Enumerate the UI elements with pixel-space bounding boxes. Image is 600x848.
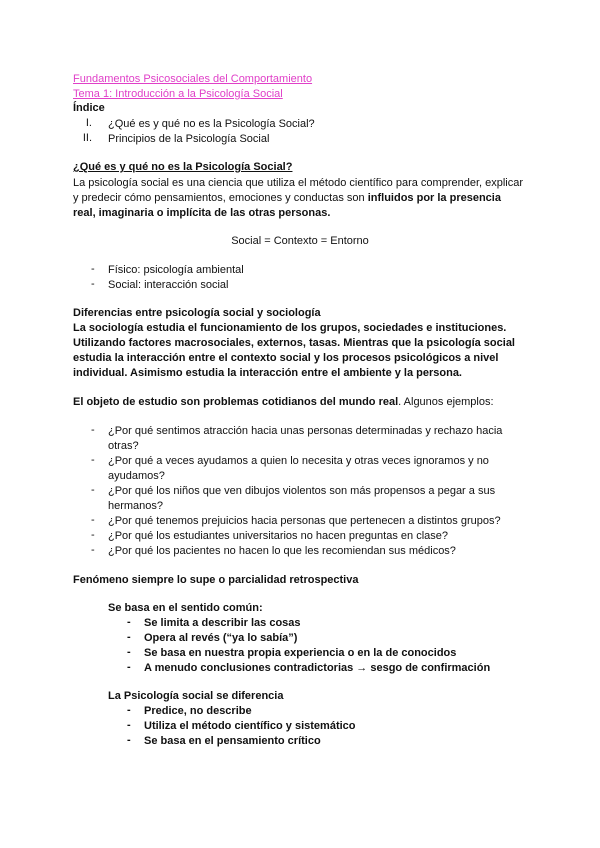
question-2-line1: ¿Por qué a veces ayudamos a quien lo necesita y otras veces ignoramos y no bbox=[108, 455, 489, 467]
course-title: Fundamentos Psicosociales del Comportamiento bbox=[73, 73, 313, 85]
section1-heading: ¿Qué es y qué no es la Psicología Social? bbox=[73, 161, 293, 173]
bullet-dash: - bbox=[91, 424, 95, 436]
section2-line3: estudia la interacción entre el contexto social y los procesos psicológicos a nivel bbox=[73, 352, 499, 364]
bullet-dash: - bbox=[127, 734, 131, 746]
index-num-2: II. bbox=[82, 132, 92, 144]
section3-lead bbox=[73, 395, 494, 409]
index-item-1: ¿Qué es y qué no es la Psicología Social? bbox=[108, 118, 315, 130]
question-3-line2: hermanos? bbox=[108, 500, 164, 512]
bullet-dash: - bbox=[127, 631, 131, 643]
section1-bullet-1: Físico: psicología ambiental bbox=[108, 264, 244, 276]
section2-line4: individual. Asimismo estudia la interacción entre el ambiente y la persona. bbox=[73, 367, 462, 379]
question-1-line1: ¿Por qué sentimos atracción hacia unas personas determinadas y rechazo hacia bbox=[108, 425, 503, 437]
section4-heading: Fenómeno siempre lo supe o parcialidad retrospectiva bbox=[73, 574, 359, 586]
topic-title: Tema 1: Introducción a la Psicología Social bbox=[73, 88, 283, 100]
bullet-dash: - bbox=[91, 454, 95, 466]
question-3-line1: ¿Por qué los niños que ven dibujos violentos son más propensos a pegar a sus bbox=[108, 485, 496, 497]
section1-para-bold-a: influidos por la presencia bbox=[367, 192, 501, 204]
section2-line1: La sociología estudia el funcionamiento de los grupos, sociedades e instituciones. bbox=[73, 322, 507, 334]
group1-item-1: Se limita a describir las cosas bbox=[144, 617, 301, 629]
group1-item-3: Se basa en nuestra propia experiencia o en la de conocidos bbox=[144, 647, 457, 659]
index-title: Índice bbox=[73, 102, 105, 114]
section1-bullet-2: Social: interacción social bbox=[108, 279, 229, 291]
bullet-dash: - bbox=[91, 278, 95, 290]
bullet-dash: - bbox=[91, 529, 95, 541]
bullet-dash: - bbox=[127, 719, 131, 731]
group2-item-1: Predice, no describe bbox=[144, 705, 252, 717]
question-4: ¿Por qué tenemos prejuicios hacia personas que pertenecen a distintos grupos? bbox=[108, 515, 501, 527]
section1-para-plain: y predecir cómo pensamientos, emociones y conductas son bbox=[73, 192, 368, 204]
section2-line2: Utilizando factores macrosociales, externos, tasas. Mientras que la psicología social bbox=[73, 337, 515, 349]
bullet-dash: - bbox=[91, 514, 95, 526]
question-5: ¿Por qué los estudiantes universitarios no hacen preguntas en clase? bbox=[108, 530, 448, 542]
section1-para-line3: real, imaginaria o implícita de las otras personas. bbox=[73, 207, 331, 219]
bullet-dash: - bbox=[91, 484, 95, 496]
group2-item-2: Utiliza el método científico y sistemático bbox=[144, 720, 356, 732]
bullet-dash: - bbox=[91, 544, 95, 556]
index-num-1: I. bbox=[85, 117, 92, 129]
section2-heading: Diferencias entre psicología social y sociología bbox=[73, 307, 321, 319]
bullet-dash: - bbox=[127, 646, 131, 658]
question-2-line2: ayudamos? bbox=[108, 470, 165, 482]
section3-lead-bold: El objeto de estudio son problemas cotidianos del mundo real bbox=[73, 396, 399, 408]
bullet-dash: - bbox=[127, 616, 131, 628]
bullet-dash: - bbox=[91, 263, 95, 275]
bullet-dash: - bbox=[127, 704, 131, 716]
question-1-line2: otras? bbox=[108, 440, 139, 452]
index-item-2: Principios de la Psicología Social bbox=[108, 133, 270, 145]
group1-title: Se basa en el sentido común: bbox=[108, 602, 263, 614]
bullet-dash: - bbox=[127, 661, 131, 673]
group2-item-3: Se basa en el pensamiento crítico bbox=[144, 735, 321, 747]
section1-para-line1: La psicología social es una ciencia que utiliza el método científico para comprender, explicar bbox=[73, 177, 524, 189]
group2-title: La Psicología social se diferencia bbox=[108, 690, 284, 702]
section1-para-line2 bbox=[73, 191, 501, 205]
formula: Social = Contexto = Entorno bbox=[231, 235, 369, 247]
group1-item-4: A menudo conclusiones contradictorias → sesgo de confirmación bbox=[144, 662, 491, 674]
question-6: ¿Por qué los pacientes no hacen lo que les recomiendan sus médicos? bbox=[108, 545, 456, 557]
section3-lead-rest: . Algunos ejemplos: bbox=[398, 396, 494, 408]
group1-item-2: Opera al revés (“ya lo sabía”) bbox=[144, 632, 298, 644]
